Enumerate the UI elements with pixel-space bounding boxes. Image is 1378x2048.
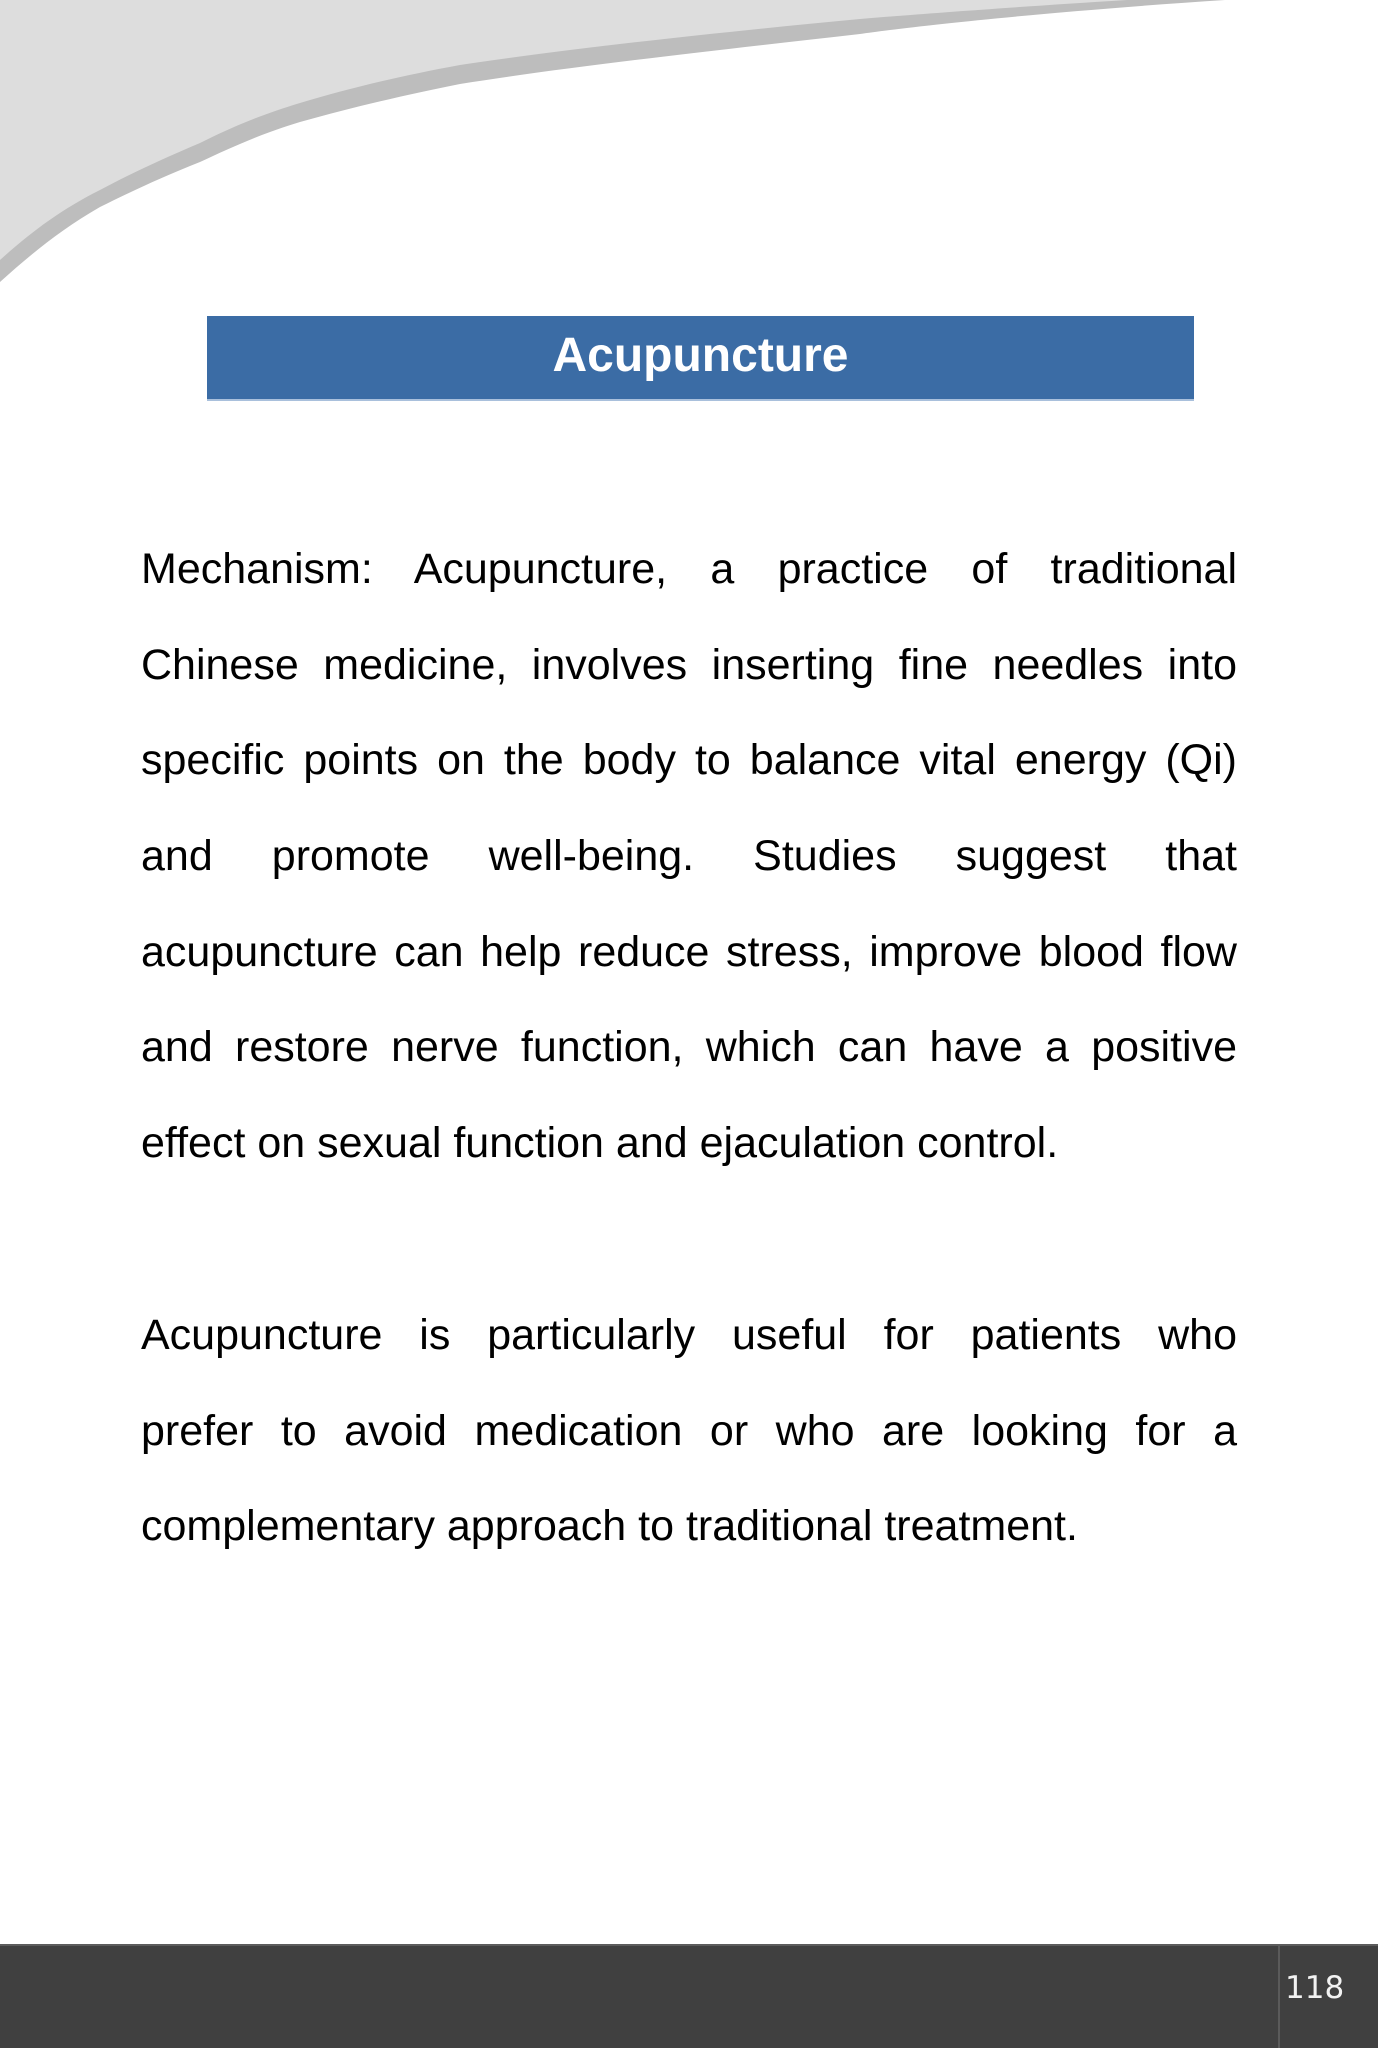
footer-divider <box>1278 1946 1280 2048</box>
page-number: 118 <box>1285 1970 1345 2006</box>
text-line: Chinese medicine, involves inserting fine needles into <box>141 640 1237 689</box>
text-line: Acupuncture is particularly useful for patients who <box>141 1311 1237 1359</box>
header-swoosh-decoration <box>0 0 1378 300</box>
text-line: effect on sexual function and ejaculation control. <box>141 1119 1059 1168</box>
text-line: prefer to avoid medication or who are looking for a <box>141 1406 1237 1455</box>
paragraph-usefulness <box>141 1309 1237 1596</box>
text-line: Mechanism: Acupuncture, a practice of traditional <box>141 545 1237 593</box>
text-line: specific points on the body to balance vital energy (Qi) <box>141 736 1237 785</box>
text-line: complementary approach to traditional treatment. <box>141 1502 1078 1551</box>
section-title: Acupuncture <box>552 329 849 382</box>
paragraph-mechanism <box>141 543 1237 1213</box>
swoosh-light-shape <box>0 0 1127 260</box>
section-title-banner <box>207 316 1194 401</box>
page-footer <box>0 1944 1378 2048</box>
text-line: acupuncture can help reduce stress, improve blood flow <box>141 927 1237 976</box>
text-line: and promote well-being. Studies suggest that <box>141 832 1237 881</box>
text-line: and restore nerve function, which can have a positive <box>141 1023 1237 1072</box>
